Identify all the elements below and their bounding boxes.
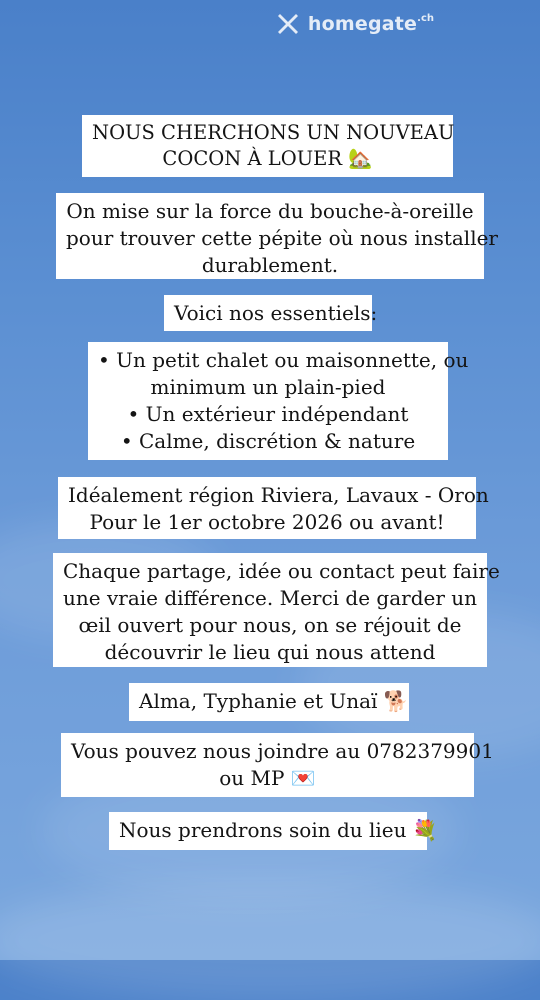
love-letter-icon: 💌: [290, 766, 316, 790]
essentials-item: minimum un plain-pied: [150, 375, 386, 399]
brand-tld: .ch: [417, 13, 434, 24]
names-box: [129, 683, 409, 721]
region-box: [58, 477, 489, 539]
title-box: [82, 115, 453, 177]
appeal-line-4: découvrir le lieu qui nous attend: [104, 640, 436, 664]
intro-line-1: On mise sur la force du bouche-à-oreille: [66, 199, 474, 223]
cloud-decoration: [0, 880, 540, 1000]
names-line: Alma, Typhanie et Unaï 🐕: [139, 689, 409, 713]
essentials-item: • Calme, discrétion & nature: [120, 429, 416, 453]
contact-line-2: ou MP 💌: [219, 766, 316, 790]
homegate-logo[interactable]: [276, 12, 434, 36]
appeal-box: [53, 553, 500, 667]
essentials-box: [88, 342, 469, 460]
title-line-2: COCON À LOUER 🏡: [162, 147, 373, 170]
title-line-1: NOUS CHERCHONS UN NOUVEAU: [92, 121, 455, 144]
house-icon: 🏡: [348, 147, 373, 170]
bouquet-icon: 💐: [412, 818, 438, 842]
essentials-item: • Un extérieur indépendant: [127, 402, 409, 426]
essentials-item: • Un petit chalet ou maisonnette, ou: [98, 348, 469, 372]
appeal-line-1: Chaque partage, idée ou contact peut faire: [63, 559, 500, 583]
appeal-line-2: une vraie différence. Merci de garder un: [63, 586, 478, 610]
intro-box: [56, 193, 498, 279]
care-line: Nous prendrons soin du lieu 💐: [119, 818, 438, 842]
region-line-2: Pour le 1er octobre 2026 ou avant!: [89, 510, 445, 534]
essentials-heading: Voici nos essentiels:: [174, 301, 378, 325]
essentials-heading-box: [164, 295, 378, 331]
appeal-line-3: œil ouvert pour nous, on se réjouit de: [78, 613, 462, 637]
dog-icon: 🐕: [383, 689, 409, 713]
contact-line-1: Vous pouvez nous joindre au 0782379901: [71, 739, 494, 763]
intro-line-2: pour trouver cette pépite où nous installer: [66, 226, 498, 250]
region-line-1: Idéalement région Riviera, Lavaux - Oron: [68, 483, 489, 507]
intro-line-3: durablement.: [201, 253, 339, 277]
care-box: [109, 812, 438, 850]
brand-name: homegate: [307, 13, 418, 35]
homegate-x-icon: [276, 12, 300, 36]
contact-box: [61, 733, 494, 797]
